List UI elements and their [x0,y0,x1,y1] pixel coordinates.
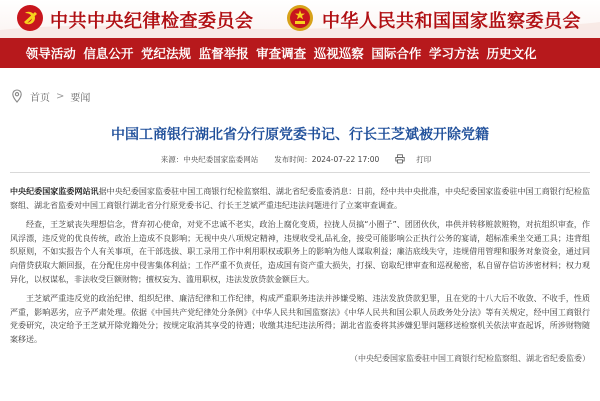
article-source-footer: （中央纪委国家监委驻中国工商银行纪检监察组、湖北省纪委监委） [350,353,590,363]
site-banner [0,0,600,38]
nsc-title[interactable]: 中华人民共和国国家监察委员会 [322,11,581,32]
nav-item-learning[interactable]: 学习方法 [428,46,479,61]
article-paragraph-3: 王芝斌严重违反党的政治纪律、组织纪律、廉洁纪律和工作纪律，构成严重职务违法并涉嫌受贿、违法发放贷款犯罪，且在党的十八大后不收敛、不收手，性质严重，影响恶劣，应予严肃处理。依据《中国共产党纪律处分条例》《中华人民共和国监察法》《中华人民共和国公职人员政务处分法》等有关规定，经中国工商银行党委研究，决定给予王芝斌开除党籍处分；按规定取消其享受的待遇；收缴其违纪违法所得；湖北省监委将其涉嫌犯罪问题移送检察机关依法审查起诉，所涉财物随案移送。 [10,294,590,344]
article-paragraph-1-text: 据中央纪委国家监委驻中国工商银行纪检监察组、湖北省纪委监委消息：日前，经中共中央批准，中央纪委国家监委驻中国工商银行纪检监察组、湖北省监委对中国工商银行湖北省分行原党委书记、行长王芝斌严重违纪违法问题进行了立案审查调查。 [10,187,590,210]
main-nav [0,38,600,68]
nav-item-investigation[interactable]: 审查调查 [256,46,307,61]
breadcrumb [0,68,600,124]
location-pin-icon [10,89,24,103]
article-title: 中国工商银行湖北省分行原党委书记、行长王芝斌被开除党籍 [111,127,489,143]
printer-icon [395,154,405,164]
print-button[interactable] [395,154,439,165]
nav-item-leadership[interactable]: 领导活动 [25,46,76,61]
nav-item-history[interactable]: 历史文化 [486,46,537,61]
national-emblem-icon[interactable] [286,4,314,32]
article-paragraph-2: 经查，王芝斌丧失理想信念，背弃初心使命，对党不忠诚不老实，政治上腐化变质，拉拢人员搞“小圈子”、团团伙伙，串供并转移赃款赃物，对抗组织审查，作风浮漂，违反党的优良传统，政治上造成不良影响；无视中央八项规定精神，违规收受礼品礼金，接受可能影响公正执行公务的宴请，超标准乘坐交通工具；违背组织原则，不如实报告个人有关事项，在干部选拔、职工录用工作中利用职权或职务上的影响为他人谋取利益；廉洁底线失守，违规借用管理和服务对象资金，通过同向借贷获取大额回报，在分配住房中侵害集体利益；工作严重不负责任，造成国有资产重大损失，打探、窃取纪律审查和巡视秘密，私自留存信访涉密材料；权力观异化，以权谋私，非法收受巨额财物；擅权妄为、滥用职权，违法发放贷款金额巨大。 [10,220,590,284]
breadcrumb-home-link[interactable]: 首页 [30,92,50,104]
nav-item-international[interactable]: 国际合作 [371,46,422,61]
print-label: 打印 [416,154,432,164]
breadcrumb-separator: > [56,90,65,102]
article-body [0,173,600,347]
nav-item-inspection[interactable]: 巡视巡察 [313,46,364,61]
breadcrumb-news-link[interactable]: 要闻 [70,92,91,104]
article-meta [0,152,600,166]
article-source: 来源：中央纪委国家监委网站 [160,154,259,164]
nav-item-info-disclosure[interactable]: 信息公开 [83,46,134,61]
article-lead: 中央纪委国家监委网站讯 [10,187,99,196]
nav-item-regulations[interactable]: 党纪法规 [140,46,191,61]
cpc-ccdi-title[interactable]: 中共中央纪律检查委员会 [50,11,254,32]
article-publish-time: 发布时间：2024-07-22 17:00 [274,154,380,164]
party-emblem-icon[interactable] [16,4,44,32]
nav-item-report[interactable]: 监督举报 [198,46,249,61]
article-paragraph-1 [10,185,590,212]
